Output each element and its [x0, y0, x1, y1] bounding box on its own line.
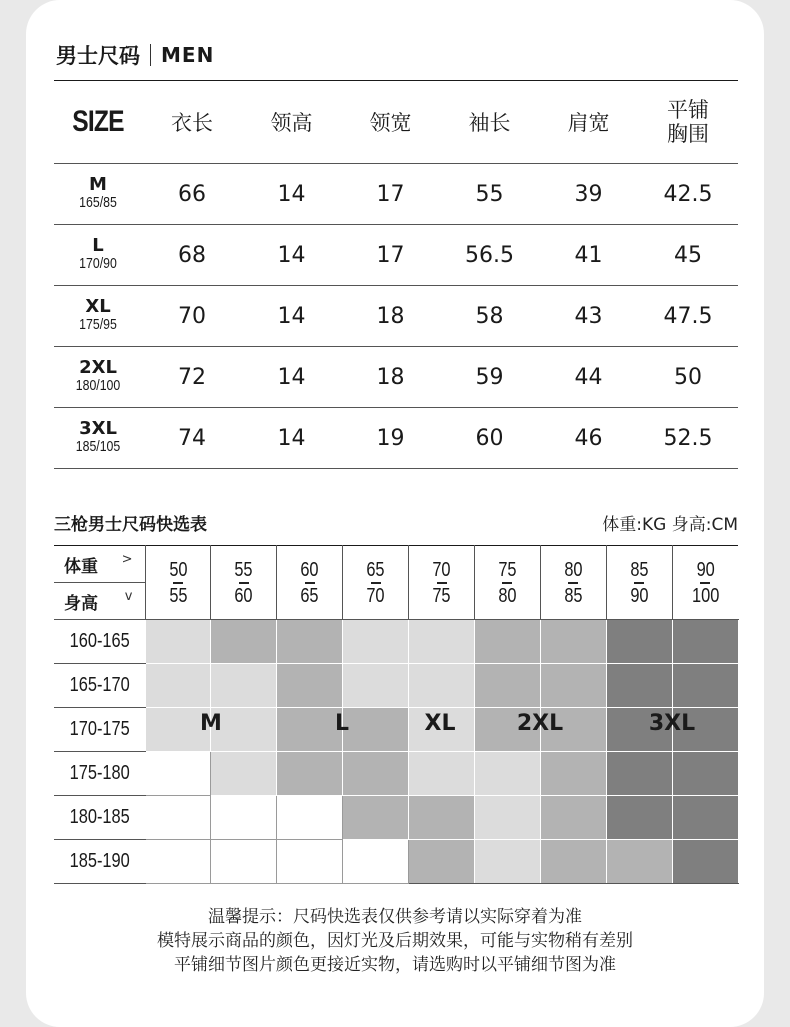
size-name: L [92, 235, 104, 256]
size-zone-cell [343, 708, 409, 752]
size-cell [54, 408, 142, 469]
size-zone-cell [409, 752, 475, 796]
measurement-value: 42.5 [638, 164, 738, 225]
size-cell [54, 225, 142, 286]
measurement-value: 56.5 [440, 225, 539, 286]
size-zone-cell [277, 752, 343, 796]
size-zone-cell [211, 664, 277, 708]
measurement-value: 39 [539, 164, 638, 225]
size-zone-cell [672, 664, 738, 708]
weight-range-header [474, 546, 540, 620]
measurement-value: 45 [638, 225, 738, 286]
size-zone-cell [672, 796, 738, 840]
weight-max: 85 [564, 584, 583, 607]
size-zone-cell [474, 796, 540, 840]
size-zone-cell [606, 796, 672, 840]
weight-min: 50 [168, 558, 188, 581]
measurement-value: 18 [341, 347, 440, 408]
weight-max: 65 [300, 584, 319, 607]
measurement-value: 17 [341, 225, 440, 286]
measurement-value: 72 [142, 347, 242, 408]
zone-label-3xl: 3XL [648, 711, 696, 736]
weight-range-header [343, 546, 409, 620]
size-zone-cell [606, 620, 672, 664]
weight-min: 60 [300, 558, 319, 581]
size-zone-cell [211, 620, 277, 664]
size-zone-cell [474, 752, 540, 796]
size-row [54, 225, 738, 286]
measurement-value: 14 [242, 225, 341, 286]
measurement-value: 68 [142, 225, 242, 286]
size-zone-cell [343, 752, 409, 796]
height-range-label [54, 620, 145, 664]
weight-max: 80 [498, 584, 517, 607]
size-zone-cell [145, 620, 211, 664]
size-zone-cell [606, 752, 672, 796]
size-zone-cell [540, 664, 606, 708]
size-cell [54, 286, 142, 347]
weight-min: 85 [630, 558, 649, 581]
height-range-label [54, 796, 145, 840]
zone-label-m: M [200, 711, 222, 736]
right-arrow-icon: > [121, 551, 133, 567]
zone-label-2xl: 2XL [516, 711, 564, 736]
weight-min: 70 [432, 558, 451, 581]
height-range-label [54, 664, 145, 708]
size-zone-cell [343, 664, 409, 708]
height-range-label [54, 708, 145, 752]
column-header-shoulder-width: 肩宽 [539, 81, 638, 164]
size-cell [54, 164, 142, 225]
column-header-sleeve-length: 袖长 [440, 81, 539, 164]
height-label-cell [54, 583, 145, 620]
height-label: 身高 [64, 593, 98, 614]
size-zone-cell [277, 708, 343, 752]
size-zone-cell [277, 796, 343, 840]
weight-range-header [606, 546, 672, 620]
height-row [54, 752, 738, 796]
size-zone-cell [277, 840, 343, 884]
size-zone-cell [672, 840, 738, 884]
weight-max: 55 [168, 584, 188, 607]
height-range-text: 180-185 [69, 806, 130, 828]
weight-max: 100 [691, 584, 719, 607]
size-zone-cell [409, 840, 475, 884]
size-zone-cell [540, 796, 606, 840]
measurement-value: 50 [638, 347, 738, 408]
chest-header-line-1: 平铺 [667, 98, 709, 122]
size-zone-cell [211, 752, 277, 796]
weight-range-header [540, 546, 606, 620]
measurement-value: 58 [440, 286, 539, 347]
height-row [54, 840, 738, 884]
size-cell [54, 347, 142, 408]
weight-range-header [145, 546, 211, 620]
size-name: M [89, 174, 107, 195]
size-name: 2XL [79, 357, 117, 378]
size-zone-cell [409, 620, 475, 664]
weight-range-header [277, 546, 343, 620]
weight-range-header [211, 546, 277, 620]
height-range-label [54, 752, 145, 796]
weight-label: 体重 [64, 556, 98, 577]
title-divider [150, 44, 151, 66]
quick-size-table [54, 545, 739, 884]
tip-line: 模特展示商品的颜色，因灯光及后期效果，可能与实物稍有差别 [157, 931, 633, 951]
size-zone-cell [343, 796, 409, 840]
size-name: XL [85, 296, 111, 317]
height-row [54, 708, 738, 752]
weight-min: 55 [234, 558, 253, 581]
height-range-label [54, 840, 145, 884]
weight-max: 70 [366, 584, 385, 607]
measurement-value: 55 [440, 164, 539, 225]
size-zone-cell [606, 840, 672, 884]
column-header-chest-width [638, 81, 738, 164]
measurement-value: 66 [142, 164, 242, 225]
measurement-value: 18 [341, 286, 440, 347]
measurement-value: 14 [242, 347, 341, 408]
size-zone-cell [409, 664, 475, 708]
weight-label-cell [54, 546, 145, 583]
size-height-chest: 175/95 [79, 316, 117, 333]
column-header-collar-width: 领宽 [341, 81, 440, 164]
size-height-chest: 165/85 [79, 194, 117, 211]
height-row [54, 796, 738, 840]
weight-max: 60 [234, 584, 253, 607]
height-range-text: 165-170 [69, 674, 130, 696]
zone-label-xl: XL [424, 711, 456, 736]
size-zone-cell [277, 664, 343, 708]
measurement-value: 47.5 [638, 286, 738, 347]
height-row [54, 620, 738, 664]
title-english: MEN [161, 43, 215, 67]
size-measurement-table [54, 81, 738, 469]
size-row [54, 347, 738, 408]
size-zone-cell [474, 664, 540, 708]
weight-max: 90 [630, 584, 649, 607]
measurement-value: 17 [341, 164, 440, 225]
size-zone-cell [409, 796, 475, 840]
size-zone-cell [540, 752, 606, 796]
down-arrow-icon: v [124, 588, 133, 604]
quick-table-unit: 体重:KG 身高:CM [602, 515, 738, 535]
size-zone-cell [211, 840, 277, 884]
size-zone-cell [540, 620, 606, 664]
measurement-value: 59 [440, 347, 539, 408]
size-table-header [54, 81, 738, 164]
measurement-value: 44 [539, 347, 638, 408]
size-zone-cell [474, 840, 540, 884]
measurement-value: 70 [142, 286, 242, 347]
tip-line: 平铺细节图片颜色更接近实物，请选购时以平铺细节图为准 [174, 955, 616, 975]
quick-table-title: 三枪男士尺码快选表 [54, 515, 207, 535]
measurement-value: 14 [242, 286, 341, 347]
size-zone-cell [606, 664, 672, 708]
size-name: 3XL [79, 418, 117, 439]
measurement-value: 19 [341, 408, 440, 469]
measurement-value: 43 [539, 286, 638, 347]
size-row [54, 164, 738, 225]
size-zone-cell [672, 752, 738, 796]
weight-min: 75 [498, 558, 517, 581]
size-zone-cell [211, 796, 277, 840]
weight-max: 75 [432, 584, 451, 607]
size-height-chest: 180/100 [75, 377, 121, 394]
tip-line: 温馨提示：尺码快选表仅供参考请以实际穿着为准 [208, 907, 582, 927]
height-range-text: 170-175 [69, 718, 130, 740]
measurement-value: 74 [142, 408, 242, 469]
weight-min: 65 [366, 558, 385, 581]
size-row [54, 408, 738, 469]
height-range-text: 185-190 [69, 850, 130, 872]
size-height-chest: 185/105 [75, 438, 121, 455]
size-zone-cell [145, 796, 211, 840]
page-title [56, 40, 214, 70]
size-row [54, 286, 738, 347]
height-range-text: 160-165 [69, 630, 130, 652]
measurement-value: 14 [242, 164, 341, 225]
size-height-chest: 170/90 [79, 255, 117, 272]
tips-block [26, 905, 764, 977]
height-row [54, 664, 738, 708]
measurement-value: 41 [539, 225, 638, 286]
weight-min: 80 [564, 558, 583, 581]
weight-range-header [672, 546, 738, 620]
size-zone-cell [145, 752, 211, 796]
size-zone-cell [540, 840, 606, 884]
measurement-value: 52.5 [638, 408, 738, 469]
title-chinese: 男士尺码 [56, 44, 140, 68]
size-zone-cell [672, 620, 738, 664]
zone-label-l: L [334, 711, 350, 736]
weight-min: 90 [696, 558, 715, 581]
measurement-value: 14 [242, 408, 341, 469]
measurement-value: 60 [440, 408, 539, 469]
height-range-text: 175-180 [69, 762, 130, 784]
size-zone-cell [343, 840, 409, 884]
column-header-size: SIZE [62, 81, 134, 164]
size-zone-cell [474, 620, 540, 664]
size-zone-cell [145, 664, 211, 708]
size-zone-cell [145, 840, 211, 884]
measurement-value: 46 [539, 408, 638, 469]
column-header-collar-height: 领高 [242, 81, 341, 164]
weight-range-header [409, 546, 475, 620]
column-header-length: 衣长 [142, 81, 242, 164]
chest-header-line-2: 胸围 [667, 122, 709, 146]
weight-header-row [54, 546, 738, 583]
size-zone-cell [343, 620, 409, 664]
size-zone-cell [277, 620, 343, 664]
